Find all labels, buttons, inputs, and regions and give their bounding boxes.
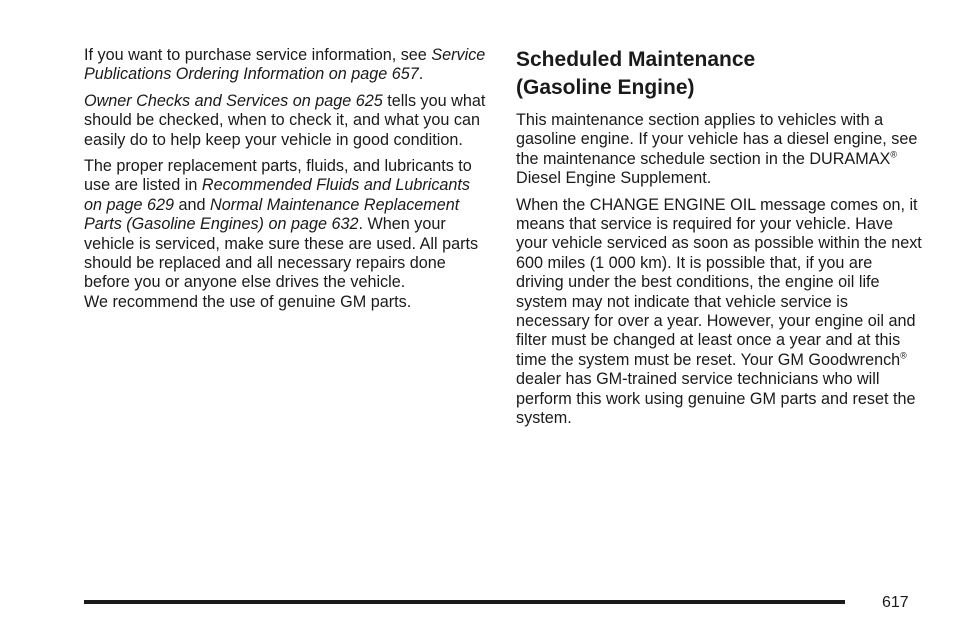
text: We recommend the use of genuine GM parts.	[84, 292, 412, 311]
registered-mark: ®	[900, 350, 907, 361]
heading-line-2: (Gasoline Engine)	[516, 76, 695, 99]
paragraph-gasoline-applies	[516, 111, 924, 189]
left-column	[84, 46, 492, 319]
cross-reference-replacement-parts: Normal Maintenance Replacement Parts (Gasoline Engines) on page 632	[84, 195, 460, 234]
paragraph-owner-checks	[84, 92, 492, 150]
right-column	[516, 46, 924, 436]
paragraph-service-info	[84, 46, 492, 85]
cross-reference-recommended-fluids: Recommended Fluids and Lubricants on page 629	[84, 176, 471, 214]
paragraph-replacement-parts	[84, 157, 492, 312]
text: The proper replacement parts, fluids, and lubricants to use are listed in	[84, 157, 472, 195]
text: .	[418, 65, 424, 84]
text: Diesel Engine Supplement.	[516, 169, 712, 188]
text: and	[174, 195, 211, 214]
cross-reference-service-publications: Service Publications Ordering Information on page 657	[84, 46, 486, 84]
text: dealer has GM-trained service technicians who will perform this work using genuine GM parts and reset the system.	[516, 370, 916, 428]
footer-rule	[84, 600, 845, 604]
heading-line-1: Scheduled Maintenance	[516, 48, 756, 71]
page-number: 617	[882, 594, 909, 611]
text: If you want to purchase service information, see	[84, 46, 432, 64]
text: When the CHANGE ENGINE OIL message comes on, it means that service is required for your vehicle. Have your vehicle serviced as soon as possible within the next 600 miles (1 000 km). It is possible that, if you are driving under the best conditions, the engine oil life system may not indicate that vehicle service is necessary for over a year. However, your engine oil and filter must be changed at least once a year and at this time the system must be reset. Your GM Goodwrench	[516, 195, 922, 369]
text: This maintenance section applies to vehicles with a gasoline engine. If your vehicle has a diesel engine, see the maintenance schedule section in the DURAMAX	[516, 111, 918, 168]
paragraph-change-engine-oil	[516, 196, 924, 429]
text: tells you what should be checked, when to check it, and what you can easily do to help keep your vehicle in good condition.	[84, 91, 486, 149]
section-heading	[516, 46, 924, 102]
text: . When your vehicle is serviced, make sure these are used. All parts should be replaced and all necessary repairs done before you or anyone else drives the vehicle.	[84, 215, 479, 292]
registered-mark: ®	[890, 149, 897, 160]
cross-reference-owner-checks: Owner Checks and Services on page 625	[84, 91, 383, 110]
